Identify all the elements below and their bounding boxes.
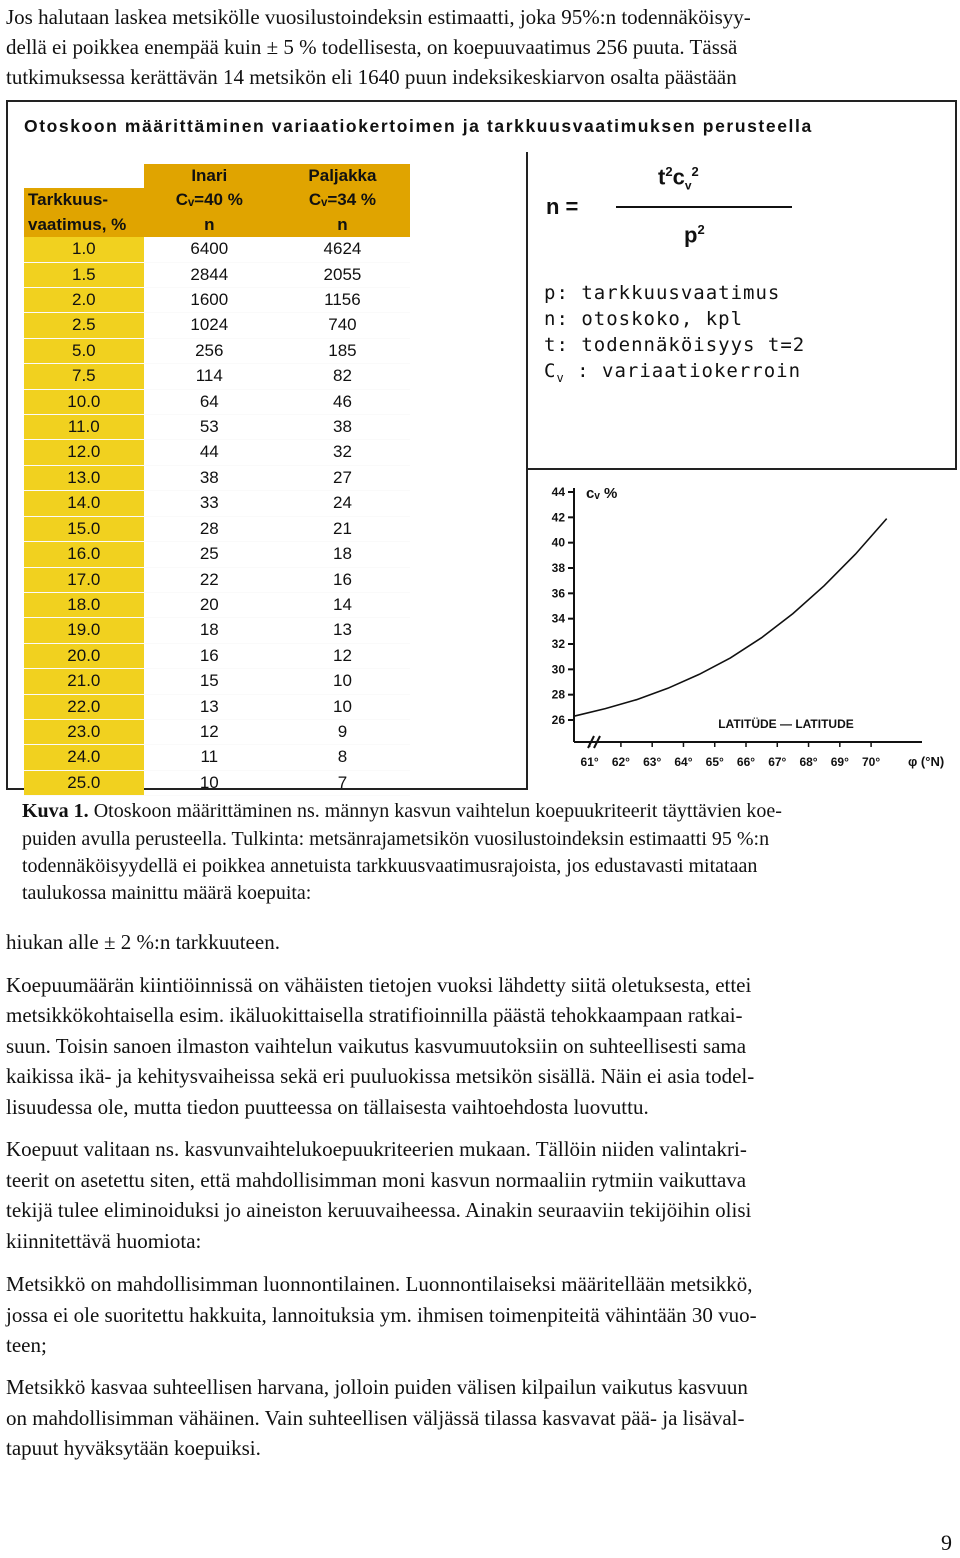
- paragraph-5-line-2: on mahdollisimman vähäinen. Vain suhteellisen väljässä tilassa kasvavat pää- ja lisäval-: [6, 1406, 745, 1430]
- tarkkuus-cell: 15.0: [24, 516, 144, 541]
- paragraph-2-line-2: metsikkökohtaisella esim. ikäluokittaisella stratifioinnilla päästä tehokkaampaan ratkai-: [6, 1003, 743, 1027]
- paljakka-n-cell: 13: [275, 618, 410, 643]
- inari-n-cell: 256: [144, 338, 275, 363]
- caption-label: Kuva 1.: [22, 800, 89, 822]
- paljakka-n-cell: 16: [275, 567, 410, 592]
- group-header-inari: Inari: [144, 164, 275, 188]
- inari-n-cell: 64: [144, 389, 275, 414]
- table-row: [24, 719, 410, 744]
- table-row: [24, 618, 410, 643]
- paljakka-n-cell: 10: [275, 694, 410, 719]
- inari-n-cell: 25: [144, 542, 275, 567]
- table-row: [24, 288, 410, 313]
- definition-p: p: tarkkuusvaatimus: [544, 282, 781, 304]
- paragraph-2-line-1: Koepuumäärän kiintiöinnissä on vähäisten tietojen vuoksi lähdetty siitä oletuksesta, ettei: [6, 973, 752, 997]
- table-row: [24, 415, 410, 440]
- table-row: [24, 542, 410, 567]
- definition-n: n: otoskoko, kpl: [544, 308, 744, 330]
- paljakka-n-cell: 27: [275, 465, 410, 490]
- caption-line-4: taulukossa mainittu määrä koepuita:: [22, 882, 312, 904]
- x-tick-label: 69°: [830, 755, 849, 769]
- latitude-chart-svg: [528, 470, 957, 790]
- tarkkuus-cell: 1.5: [24, 262, 144, 287]
- paragraph-3-line-4: kiinnitettävä huomiota:: [6, 1229, 202, 1253]
- y-tick-label: 34: [551, 611, 565, 626]
- x-axis-label: LATITÜDE — LATITUDE: [718, 717, 854, 731]
- tarkkuus-cell: 18.0: [24, 592, 144, 617]
- inari-n-cell: 12: [144, 719, 275, 744]
- y-tick-label: 30: [551, 662, 565, 677]
- y-tick-label: 36: [551, 586, 565, 601]
- table-row: [24, 237, 410, 262]
- tarkkuus-cell: 2.5: [24, 313, 144, 338]
- inari-n-cell: 22: [144, 567, 275, 592]
- inari-n-cell: 33: [144, 491, 275, 516]
- x-tick-label: 64°: [674, 755, 693, 769]
- x-tick-label: 66°: [736, 755, 756, 769]
- paljakka-n-cell: 185: [275, 338, 410, 363]
- inari-n-cell: 2844: [144, 262, 275, 287]
- paragraph-5-line-3: tapuut hyväksytään koepuiksi.: [6, 1436, 261, 1460]
- table-row: [24, 567, 410, 592]
- x-tick-label: 65°: [705, 755, 724, 769]
- paragraph-5-line-1: Metsikkö kasvaa suhteellisen harvana, jolloin puiden välisen kilpailun vaikutus kasvuun: [6, 1375, 748, 1399]
- table-row: [24, 516, 410, 541]
- inari-n-cell: 15: [144, 669, 275, 694]
- y-tick-label: 40: [551, 535, 565, 550]
- formula-lhs: n =: [546, 194, 579, 219]
- inari-n-cell: 18: [144, 618, 275, 643]
- intro-line-1: Jos halutaan laskea metsikölle vuosilustoindeksin estimaatti, joka 95%:n todennäköisyy-: [6, 5, 751, 29]
- header-vaatimus: vaatimus, %: [24, 213, 144, 237]
- table-row: [24, 643, 410, 668]
- x-tick-label: 61°: [580, 755, 599, 769]
- definition-cv: $C_v$ : variaatiokerroin: [544, 360, 802, 385]
- inari-n-cell: 114: [144, 364, 275, 389]
- tarkkuus-cell: 11.0: [24, 415, 144, 440]
- table-row: [24, 364, 410, 389]
- caption-line-2: puiden avulla perusteella. Tulkinta: metsänrajametsikön vuosilustoindeksin estimaatti 95 %:n: [22, 828, 770, 850]
- tarkkuus-cell: 22.0: [24, 694, 144, 719]
- y-tick-label: 44: [551, 485, 565, 499]
- inari-n-cell: 16: [144, 643, 275, 668]
- caption-line-1: Kuva 1. Otoskoon määrittäminen ns. männyn kasvun vaihtelun koepuukriteerit täyttävien koe-: [22, 800, 782, 822]
- paljakka-n-cell: 740: [275, 313, 410, 338]
- x-tick-label: 62°: [611, 755, 630, 769]
- inari-n-cell: 10: [144, 770, 275, 795]
- paragraph-2-line-3: suun. Toisin sanoen ilmaston vaihtelun vaikutus kasvumuutoksiin on suhteellisesti sama: [6, 1034, 747, 1058]
- header-cv-inari: Cᵥ=40 %: [144, 188, 275, 212]
- inari-n-cell: 44: [144, 440, 275, 465]
- tarkkuus-cell: 10.0: [24, 389, 144, 414]
- paragraph-3-line-1: Koepuut valitaan ns. kasvunvaihtelukoepuukriteerien mukaan. Tällöin niiden valintakri-: [6, 1137, 747, 1161]
- formula-numerator: $t^2c_v^2$: [658, 164, 699, 193]
- table-row: [24, 440, 410, 465]
- table-row: [24, 313, 410, 338]
- paragraph-1-line-1: hiukan alle ± 2 %:n tarkkuuteen.: [6, 930, 280, 954]
- tarkkuus-cell: 2.0: [24, 288, 144, 313]
- intro-line-3: tutkimuksessa kerättävän 14 metsikön eli 1640 puun indeksikeskiarvon osalta päästään: [6, 65, 737, 89]
- paljakka-n-cell: 18: [275, 542, 410, 567]
- table-row: [24, 465, 410, 490]
- table-row: [24, 592, 410, 617]
- tarkkuus-cell: 1.0: [24, 237, 144, 262]
- paljakka-n-cell: 10: [275, 669, 410, 694]
- cv-latitude-curve: [574, 519, 887, 717]
- paragraph-3-line-2: teerit on asetettu siten, että mahdollisimman moni kasvun normaaliin rytmiin vaikuttava: [6, 1168, 747, 1192]
- tarkkuus-cell: 17.0: [24, 567, 144, 592]
- paljakka-n-cell: 9: [275, 719, 410, 744]
- tarkkuus-cell: 25.0: [24, 770, 144, 795]
- formula-box: [526, 152, 955, 470]
- inari-n-cell: 28: [144, 516, 275, 541]
- sample-size-table: [24, 164, 410, 792]
- inari-n-cell: 20: [144, 592, 275, 617]
- inari-n-cell: 1024: [144, 313, 275, 338]
- tarkkuus-cell: 5.0: [24, 338, 144, 363]
- figure-title: Otoskoon määrittäminen variaatiokertoimen ja tarkkuusvaatimuksen perusteella: [24, 116, 813, 136]
- latitude-chart: [526, 470, 957, 790]
- paljakka-n-cell: 12: [275, 643, 410, 668]
- inari-n-cell: 13: [144, 694, 275, 719]
- paragraph-4-line-1: Metsikkö on mahdollisimman luonnontilainen. Luonnontilaiseksi määritellään metsikkö,: [6, 1272, 753, 1296]
- y-tick-label: 26: [551, 713, 565, 727]
- y-axis-label: cᵥ %: [586, 485, 618, 502]
- paragraph-2-line-4: kaikissa ikä- ja kehitysvaiheissa sekä eri puuluokissa metsikön sisällä. Näin ei asia todel-: [6, 1064, 755, 1088]
- table-row: [24, 338, 410, 363]
- tarkkuus-cell: 12.0: [24, 440, 144, 465]
- paljakka-n-cell: 24: [275, 491, 410, 516]
- table-corner: [24, 164, 144, 188]
- tarkkuus-cell: 24.0: [24, 745, 144, 770]
- inari-n-cell: 38: [144, 465, 275, 490]
- inari-n-cell: 1600: [144, 288, 275, 313]
- table-row: [24, 694, 410, 719]
- paljakka-n-cell: 8: [275, 745, 410, 770]
- paljakka-n-cell: 38: [275, 415, 410, 440]
- inari-n-cell: 6400: [144, 237, 275, 262]
- tarkkuus-cell: 20.0: [24, 643, 144, 668]
- formula-denominator: $p^2$: [684, 222, 705, 248]
- tarkkuus-cell: 13.0: [24, 465, 144, 490]
- y-tick-label: 38: [551, 561, 565, 575]
- x-tick-label: 67°: [768, 755, 787, 769]
- y-tick-label: 32: [551, 637, 565, 651]
- paragraph-4-line-2: jossa ei ole suoritettu hakkuita, lannoituksia ym. ihmisen toimenpiteitä vähintään 30 vuo-: [6, 1303, 757, 1327]
- header-cv-paljakka: Cᵥ=34 %: [275, 188, 410, 212]
- x-tick-label: 70°: [862, 755, 881, 769]
- x-tick-label: 68°: [799, 755, 818, 769]
- tarkkuus-cell: 14.0: [24, 491, 144, 516]
- figure-frame: [6, 100, 957, 790]
- inari-n-cell: 11: [144, 745, 275, 770]
- table-row: [24, 669, 410, 694]
- group-header-paljakka: Paljakka: [275, 164, 410, 188]
- header-n-inari: n: [144, 213, 275, 237]
- tarkkuus-cell: 16.0: [24, 542, 144, 567]
- paljakka-n-cell: 2055: [275, 262, 410, 287]
- paljakka-n-cell: 1156: [275, 288, 410, 313]
- paljakka-n-cell: 4624: [275, 237, 410, 262]
- table-row: [24, 770, 410, 795]
- header-tarkkuus: Tarkkuus-: [24, 188, 144, 212]
- y-tick-label: 42: [551, 510, 565, 525]
- tarkkuus-cell: 23.0: [24, 719, 144, 744]
- paljakka-n-cell: 32: [275, 440, 410, 465]
- paragraph-2-line-5: lisuudessa ole, mutta tiedon puutteessa on tällaisesta vaihtoehdosta luovuttu.: [6, 1095, 649, 1119]
- tarkkuus-cell: 21.0: [24, 669, 144, 694]
- header-n-paljakka: n: [275, 213, 410, 237]
- paragraph-4-line-3: teen;: [6, 1333, 47, 1357]
- page-number: 9: [941, 1530, 952, 1555]
- x-axis-symbol: φ (°N): [908, 754, 945, 769]
- table-row: [24, 745, 410, 770]
- fraction-bar: [616, 206, 792, 208]
- paljakka-n-cell: 21: [275, 516, 410, 541]
- table-row: [24, 262, 410, 287]
- definition-t: t: todennäköisyys t=2: [544, 334, 806, 356]
- table-row: [24, 389, 410, 414]
- paljakka-n-cell: 46: [275, 389, 410, 414]
- x-tick-label: 63°: [643, 755, 662, 769]
- paljakka-n-cell: 14: [275, 592, 410, 617]
- caption-line-3: todennäköisyydellä ei poikkea annetuista tarkkuusvaatimusrajoista, jos edustavasti mitataan: [22, 855, 758, 877]
- intro-line-2: dellä ei poikkea enempää kuin ± 5 % todellisesta, on koepuuvaatimus 256 puuta. Tässä: [6, 35, 738, 59]
- tarkkuus-cell: 7.5: [24, 364, 144, 389]
- paljakka-n-cell: 82: [275, 364, 410, 389]
- paljakka-n-cell: 7: [275, 770, 410, 795]
- tarkkuus-cell: 19.0: [24, 618, 144, 643]
- inari-n-cell: 53: [144, 415, 275, 440]
- paragraph-3-line-3: tekijä tulee eliminoiduksi jo aineiston keruuvaiheessa. Ainakin seuraaviin tekijöihin olisi: [6, 1198, 752, 1222]
- table-row: [24, 491, 410, 516]
- y-tick-label: 28: [551, 687, 565, 702]
